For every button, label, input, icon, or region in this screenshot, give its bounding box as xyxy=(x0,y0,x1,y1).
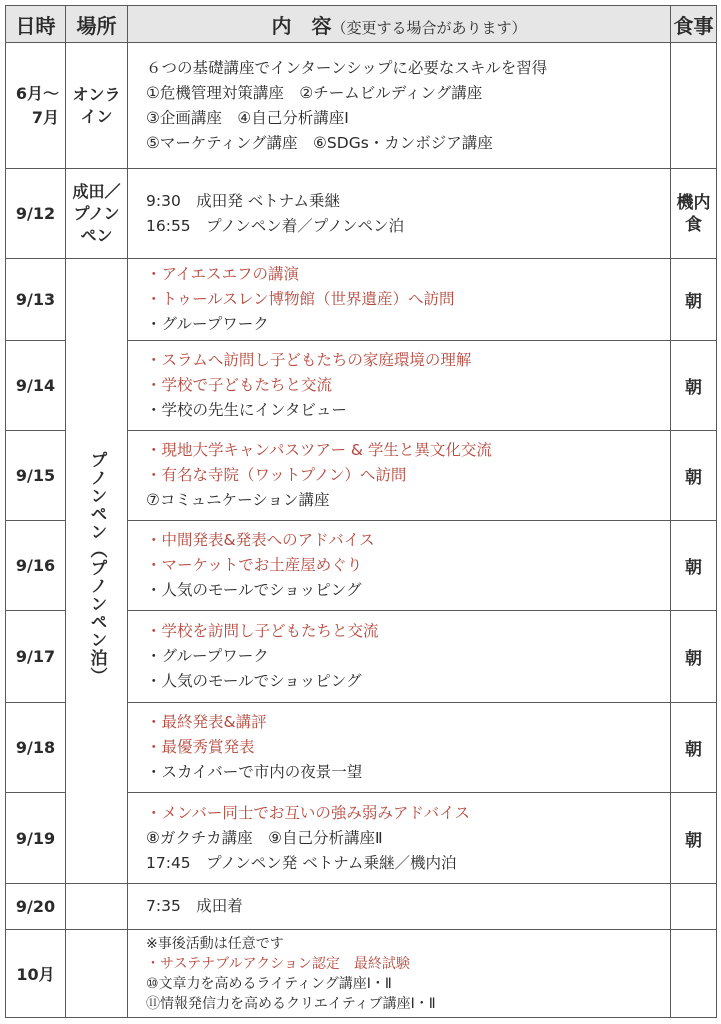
date-cell: 9/20 xyxy=(6,884,66,930)
content-cell xyxy=(128,521,671,611)
content-cell xyxy=(128,884,671,930)
place-cell xyxy=(66,930,128,1018)
meal-cell: 朝 xyxy=(671,341,717,431)
content-line: ６つの基礎講座でインターンシップに必要なスキルを習得 xyxy=(146,58,548,77)
content-line: ・マーケットでお土産屋めぐり xyxy=(146,556,363,574)
meal-cell xyxy=(671,43,717,169)
content-line: ⑪情報発信力を高めるクリエイティブ講座Ⅰ・Ⅱ xyxy=(146,995,436,1012)
meal-cell: 朝 xyxy=(671,259,717,341)
content-line: ・中間発表&発表へのアドバイス xyxy=(146,531,375,549)
content-line: ⑤マーケティング講座 ⑥SDGs・カンボジア講座 xyxy=(146,133,493,152)
table-row xyxy=(6,884,717,930)
content-cell xyxy=(128,169,671,259)
content-cell xyxy=(128,431,671,521)
content-line: ・グループワーク xyxy=(146,315,269,333)
content-line: ⑧ガクチカ講座 ⑨自己分析講座Ⅱ xyxy=(146,828,383,847)
place-cell xyxy=(66,884,128,930)
meal-cell xyxy=(671,884,717,930)
content-line: ⑩文章力を高めるライティング講座Ⅰ・Ⅱ xyxy=(146,975,392,992)
content-line: ※事後活動は任意です xyxy=(146,935,284,952)
date-cell: 9/19 xyxy=(6,793,66,884)
content-line: ・アイエスエフの講演 xyxy=(146,265,299,283)
meal-cell: 朝 xyxy=(671,521,717,611)
content-line: 9:30 成田発 ベトナム乗継 xyxy=(146,191,340,210)
content-line: ・学校を訪問し子どもたちと交流 xyxy=(146,622,379,640)
content-line: 17:45 プノンペン発 ベトナム乗継／機内泊 xyxy=(146,853,457,872)
table-row xyxy=(6,169,717,259)
content-line: ・現地大学キャンパスツアー & 学生と異文化交流 xyxy=(146,441,492,459)
content-cell xyxy=(128,793,671,884)
place-cell: オンライン xyxy=(66,43,128,169)
date-cell: 9/14 xyxy=(6,341,66,431)
header-place: 場所 xyxy=(66,6,128,43)
meal-cell: 機内食 xyxy=(671,169,717,259)
content-line: ③企画講座 ④自己分析講座Ⅰ xyxy=(146,108,349,127)
content-line: ・人気のモールでショッピング xyxy=(146,672,362,690)
content-line: ・スカイバーで市内の夜景一望 xyxy=(146,763,363,781)
date-cell: 6月〜7月 xyxy=(6,43,66,169)
content-line: ・グループワーク xyxy=(146,647,269,665)
content-cell xyxy=(128,703,671,793)
content-line: ・スラムへ訪問し子どもたちの家庭環境の理解 xyxy=(146,351,472,369)
content-line: 7:35 成田着 xyxy=(146,897,243,915)
content-cell xyxy=(128,930,671,1018)
content-line: ・最優秀賞発表 xyxy=(146,738,255,756)
content-line: ・最終発表&講評 xyxy=(146,713,267,731)
date-cell: 9/17 xyxy=(6,611,66,703)
date-cell: 9/16 xyxy=(6,521,66,611)
place-cell-merged xyxy=(66,259,128,884)
content-cell xyxy=(128,43,671,169)
header-row xyxy=(6,6,717,43)
content-line: ・トゥールスレン博物館（世界遺産）へ訪問 xyxy=(146,290,455,308)
content-line: ⑦コミュニケーション講座 xyxy=(146,491,330,509)
table-row xyxy=(6,259,717,341)
header-content-note: （変更する場合があります） xyxy=(331,18,527,37)
content-cell xyxy=(128,611,671,703)
content-line: ・学校で子どもたちと交流 xyxy=(146,376,333,394)
content-line: ・有名な寺院（ワットプノン）へ訪問 xyxy=(146,466,407,484)
place-cell: 成田／プノンペン xyxy=(66,169,128,259)
content-line: ・サステナブルアクション認定 最終試験 xyxy=(146,955,410,972)
meal-cell xyxy=(671,930,717,1018)
header-date: 日時 xyxy=(6,6,66,43)
content-line: ・人気のモールでショッピング xyxy=(146,581,362,599)
content-line: ①危機管理対策講座 ②チームビルディング講座 xyxy=(146,83,483,102)
content-cell xyxy=(128,259,671,341)
content-line: 16:55 プノンペン着／プノンペン泊 xyxy=(146,216,404,235)
content-line: ・メンバー同士でお互いの強み弱みアドバイス xyxy=(146,803,470,822)
header-content-label: 内 容 xyxy=(271,13,332,38)
content-cell xyxy=(128,341,671,431)
table-row xyxy=(6,930,717,1018)
date-cell: 9/12 xyxy=(6,169,66,259)
meal-cell: 朝 xyxy=(671,703,717,793)
schedule-table xyxy=(5,5,717,1018)
date-cell: 9/18 xyxy=(6,703,66,793)
header-content xyxy=(128,6,671,43)
content-line: ・学校の先生にインタビュー xyxy=(146,401,347,419)
meal-cell: 朝 xyxy=(671,793,717,884)
meal-cell: 朝 xyxy=(671,431,717,521)
header-meal: 食事 xyxy=(671,6,717,43)
date-cell: 10月 xyxy=(6,930,66,1018)
date-cell: 9/13 xyxy=(6,259,66,341)
merged-place-label: プノンペン（プノンペン泊） xyxy=(86,451,107,685)
date-cell: 9/15 xyxy=(6,431,66,521)
table-row xyxy=(6,43,717,169)
meal-cell: 朝 xyxy=(671,611,717,703)
